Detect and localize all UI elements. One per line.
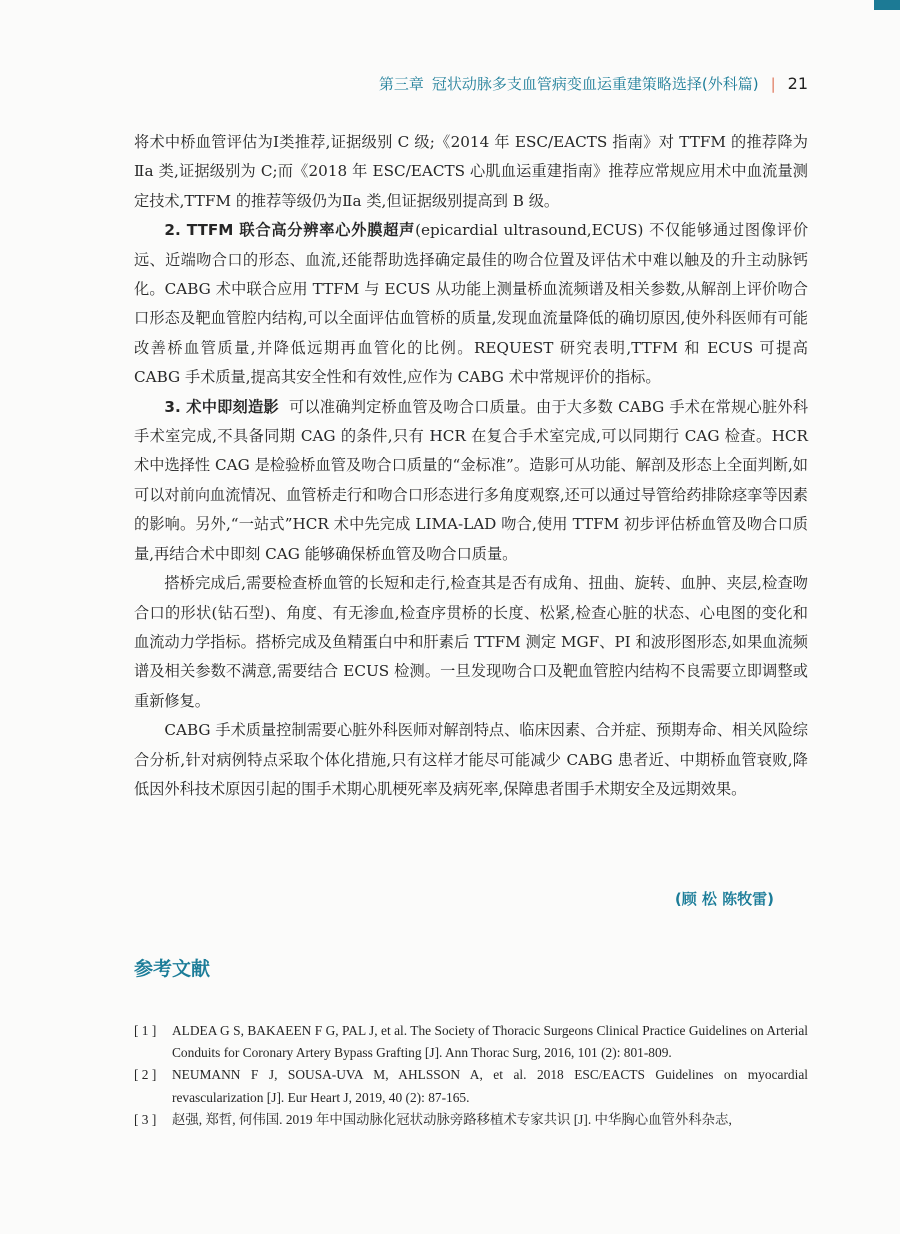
reference-item xyxy=(134,1020,808,1064)
paragraph-text: CABG 手术质量控制需要心脏外科医师对解剖特点、临床因素、合并症、预期寿命、相关风险综合分析,针对病例特点采取个体化措施,只有这样才能尽可能减少 CABG 患者近、中期桥血管衰败,降低因外科技术原因引起的围手术期心肌梗死率及病死率,保障患者围手术期安全及远期效果。 xyxy=(134,721,808,798)
section-heading: 2. TTFM 联合高分辨率心外膜超声 xyxy=(164,221,416,240)
reference-text: ALDEA G S, BAKAEEN F G, PAL J, et al. The Society of Thoracic Surgeons Clinical Practice Guidelines on Arterial Conduits for Coronary Artery Bypass Grafting [J]. Ann Thorac Surg, 2016, 101 (2): 801-809. xyxy=(172,1023,808,1061)
reference-text: 赵强, 郑哲, 何伟国. 2019 年中国动脉化冠状动脉旁路移植术专家共识 [J]. 中华胸心血管外科杂志, xyxy=(172,1111,732,1127)
body-text xyxy=(134,128,808,804)
chapter-title: 冠状动脉多支血管病变血运重建策略选择(外科篇) xyxy=(431,75,759,93)
paragraph-text: (epicardial ultrasound,ECUS) 不仅能够通过图像评价远、近端吻合口的形态、血流,还能帮助选择确定最佳的吻合位置及评估术中难以触及的升主动脉钙化。CABG 术中联合应用 TTFM 与 ECUS 从功能上测量桥血流频谱及相关参数,从解剖上评价吻合口形态及靶血管腔内结构,可以全面评估血管桥的质量,发现血流量降低的确切原因,使外科医师有可能改善桥血管质量,并降低远期再血管化的比例。REQUEST 研究表明,TTFM 和 ECUS 可提高 CABG 手术质量,提高其安全性和有效性,应作为 CABG 术中常规评价的指标。 xyxy=(134,221,809,387)
page-number: 21 xyxy=(787,74,808,93)
paragraph-text: 搭桥完成后,需要检查桥血管的长短和走行,检查其是否有成角、扭曲、旋转、血肿、夹层,检查吻合口的形状(钻石型)、角度、有无渗血,检查序贯桥的长度、松紧,检查心脏的状态、心电图的变化和血流动力学指标。搭桥完成及鱼精蛋白中和肝素后 TTFM 测定 MGF、PI 和波形图形态,如果血流频谱及相关参数不满意,需要结合 ECUS 检测。一旦发现吻合口及靶血管腔内结构不良需要立即调整或重新修复。 xyxy=(134,574,808,710)
paragraph xyxy=(134,216,808,392)
paragraph-text: 将术中桥血管评估为Ⅰ类推荐,证据级别 C 级;《2014 年 ESC/EACTS 指南》对 TTFM 的推荐降为Ⅱa 类,证据级别为 C;而《2018 年 ESC/EACTS 心肌血运重建指南》推荐应常规应用术中血流量测定技术,TTFM 的推荐等级仍为Ⅱa 类,但证据级别提高到 B 级。 xyxy=(134,133,808,210)
chapter-label: 第三章 xyxy=(378,75,424,93)
reference-item xyxy=(134,1109,808,1131)
paragraph xyxy=(134,128,808,216)
references-title: 参考文献 xyxy=(134,958,211,980)
authors-signature: (顾 松 陈牧雷) xyxy=(674,890,774,908)
corner-tab-marker xyxy=(874,0,900,10)
header-separator: | xyxy=(770,74,776,93)
references-list xyxy=(134,1020,808,1131)
paragraph xyxy=(134,393,808,569)
paragraph xyxy=(134,716,808,804)
reference-number: [ 3 ] xyxy=(134,1111,157,1127)
reference-number: [ 1 ] xyxy=(134,1023,157,1038)
section-heading: 3. 术中即刻造影 xyxy=(164,397,279,416)
paragraph-text: 可以准确判定桥血管及吻合口质量。由于大多数 CABG 手术在常规心脏外科手术室完成,不具备同期 CAG 的条件,只有 HCR 在复合手术室完成,可以同期行 CAG 检查。HCR 术中选择性 CAG 是检验桥血管及吻合口质量的“金标准”。造影可从功能、解剖及形态上全面判断,如可以对前向血流情况、血管桥走行和吻合口形态进行多角度观察,还可以通过导管给药排除痉挛等因素的影响。另外,“一站式”HCR 术中先完成 LIMA-LAD 吻合,使用 TTFM 初步评估桥血管及吻合口质量,再结合术中即刻 CAG 能够确保桥血管及吻合口质量。 xyxy=(134,397,809,563)
reference-number: [ 2 ] xyxy=(134,1067,157,1083)
paragraph xyxy=(134,569,808,716)
reference-item xyxy=(134,1064,808,1108)
running-header xyxy=(312,73,808,94)
reference-text: NEUMANN F J, SOUSA-UVA M, AHLSSON A, et al. 2018 ESC/EACTS Guidelines on myocardial revascularization [J]. Eur Heart J, 2019, 40 (2): 87-165. xyxy=(172,1067,808,1105)
